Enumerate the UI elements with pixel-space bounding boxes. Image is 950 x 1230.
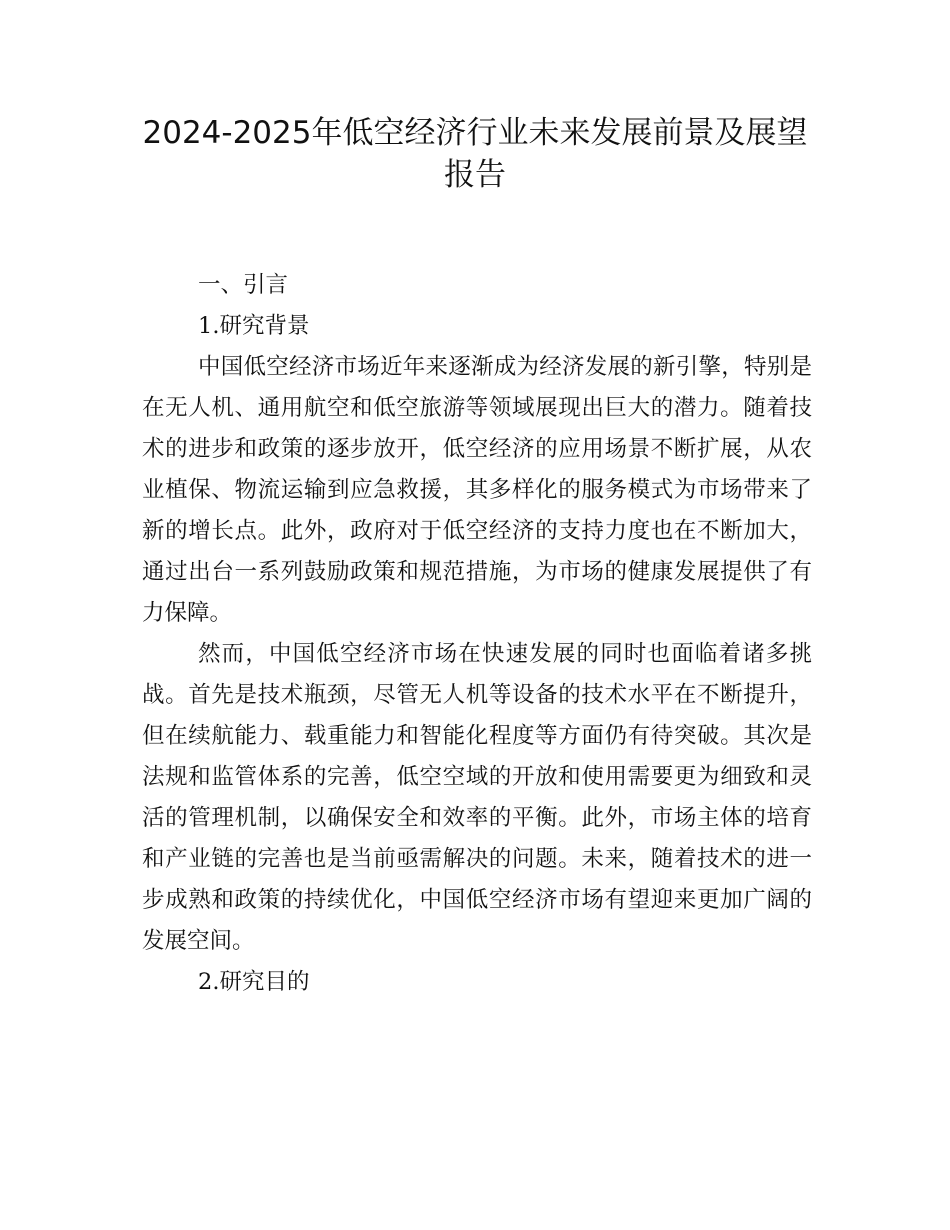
paragraph-challenges: 然而，中国低空经济市场在快速发展的同时也面临着诸多挑战。首先是技术瓶颈，尽管无人机等设备的技术水平在不断提升，但在续航能力、载重能力和智能化程度等方面仍有待突破。其次是法规和监管体系的完善，低空空域的开放和使用需要更为细致和灵活的管理机制，以确保安全和效率的平衡。此外，市场主体的培育和产业链的完善也是当前亟需解决的问题。未来，随着技术的进一步成熟和政策的持续优化，中国低空经济市场有望迎来更加广阔的发展空间。 (142, 641, 812, 954)
paragraph-background: 中国低空经济市场近年来逐渐成为经济发展的新引擎，特别是在无人机、通用航空和低空旅游等领域展现出巨大的潜力。随着技术的进步和政策的逐步放开，低空经济的应用场景不断扩展，从农业植保、物流运输到应急救援，其多样化的服务模式为市场带来了新的增长点。此外，政府对于低空经济的支持力度也在不断加大，通过出台一系列鼓励政策和规范措施，为市场的健康发展提供了有力保障。 (142, 354, 812, 626)
title-line-1: 2024-2025年低空经济行业未来发展前景及展望 (142, 115, 808, 151)
document-body (142, 265, 812, 1003)
subsection-heading-background: 1.研究背景 (198, 313, 310, 339)
section-heading-introduction: 一、引言 (198, 272, 289, 298)
subsection-heading-purpose: 2.研究目的 (198, 969, 310, 995)
document-title (100, 112, 850, 196)
title-line-2: 报告 (444, 157, 506, 193)
